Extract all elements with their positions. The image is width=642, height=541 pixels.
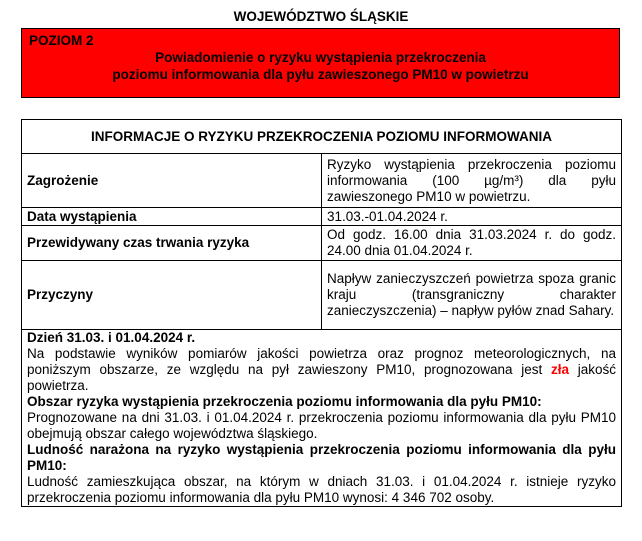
notice-title-line1: Powiadomienie o ryzyku wystąpienia przekroczenia [155, 50, 486, 65]
forecast-quality: zła [550, 362, 569, 377]
table-row [22, 154, 622, 208]
row-label-causes: Przyczyny [22, 261, 322, 330]
area-text: Prognozowane na dni 31.03. i 01.04.2024 r. przekroczenia poziomu informowania dla pyłu PM10 obejmują obszar całego województwa śląskiego. [27, 410, 616, 441]
forecast-text [27, 346, 616, 394]
alert-banner [21, 28, 620, 98]
table-row [22, 261, 622, 330]
row-value-causes: Napływ zanieczyszczeń powietrza spoza granic kraju (transgraniczny charakter zanieczyszczenia) – napływ pyłów znad Sahary. [322, 261, 622, 330]
table-row [22, 208, 622, 226]
forecast-text-start: Na podstawie wyników pomiarów jakości powietrza oraz prognoz meteorologicznych, na poniższym obszarze, ze względu na pył zawieszony PM10, prognozowana jest [27, 346, 616, 377]
table-row [22, 226, 622, 261]
info-table-heading: INFORMACJE O RYZYKU PRZEKROCZENIA POZIOMU INFORMOWANIA [22, 120, 622, 154]
area-heading: Obszar ryzyka wystąpienia przekroczenia poziomu informowania dla pyłu PM10: [27, 394, 542, 409]
population-heading: Ludność narażona na ryzyko wystąpienia przekroczenia poziomu informowania dla pyłu PM10: [27, 442, 616, 473]
row-label-date: Data wystąpienia [22, 208, 322, 226]
population-text: Ludność zamieszkująca obszar, na którym w dniach 31.03. i 01.04.2024 r. istnieje ryzyko przekroczenia poziomu informowania dla pyłu PM10 wynosi: 4 346 702 osoby. [27, 474, 616, 505]
day-heading: Dzień 31.03. i 01.04.2024 r. [27, 330, 196, 345]
info-table [21, 119, 622, 507]
alert-level: POZIOM 2 [29, 33, 94, 48]
description-row [22, 330, 622, 507]
row-label-threat: Zagrożenie [22, 154, 322, 208]
row-value-duration: Od godz. 16.00 dnia 31.03.2024 r. do godz. 24.00 dnia 01.04.2024 r. [322, 226, 622, 261]
notice-title-line2: poziomu informowania dla pyłu zawieszonego PM10 w powietrzu [112, 67, 529, 82]
description-cell [22, 330, 622, 507]
region-title: WOJEWÓDZTWO ŚLĄSKIE [233, 9, 409, 24]
info-table-header-row [22, 120, 622, 154]
forecast-text-end: jakość powietrza. [27, 362, 616, 393]
row-label-duration: Przewidywany czas trwania ryzyka [22, 226, 322, 261]
row-value-date: 31.03.-01.04.2024 r. [322, 208, 622, 226]
row-value-threat: Ryzyko wystąpienia przekroczenia poziomu informowania (100 µg/m³) dla pyłu zawieszonego PM10 w powietrzu. [322, 154, 622, 208]
